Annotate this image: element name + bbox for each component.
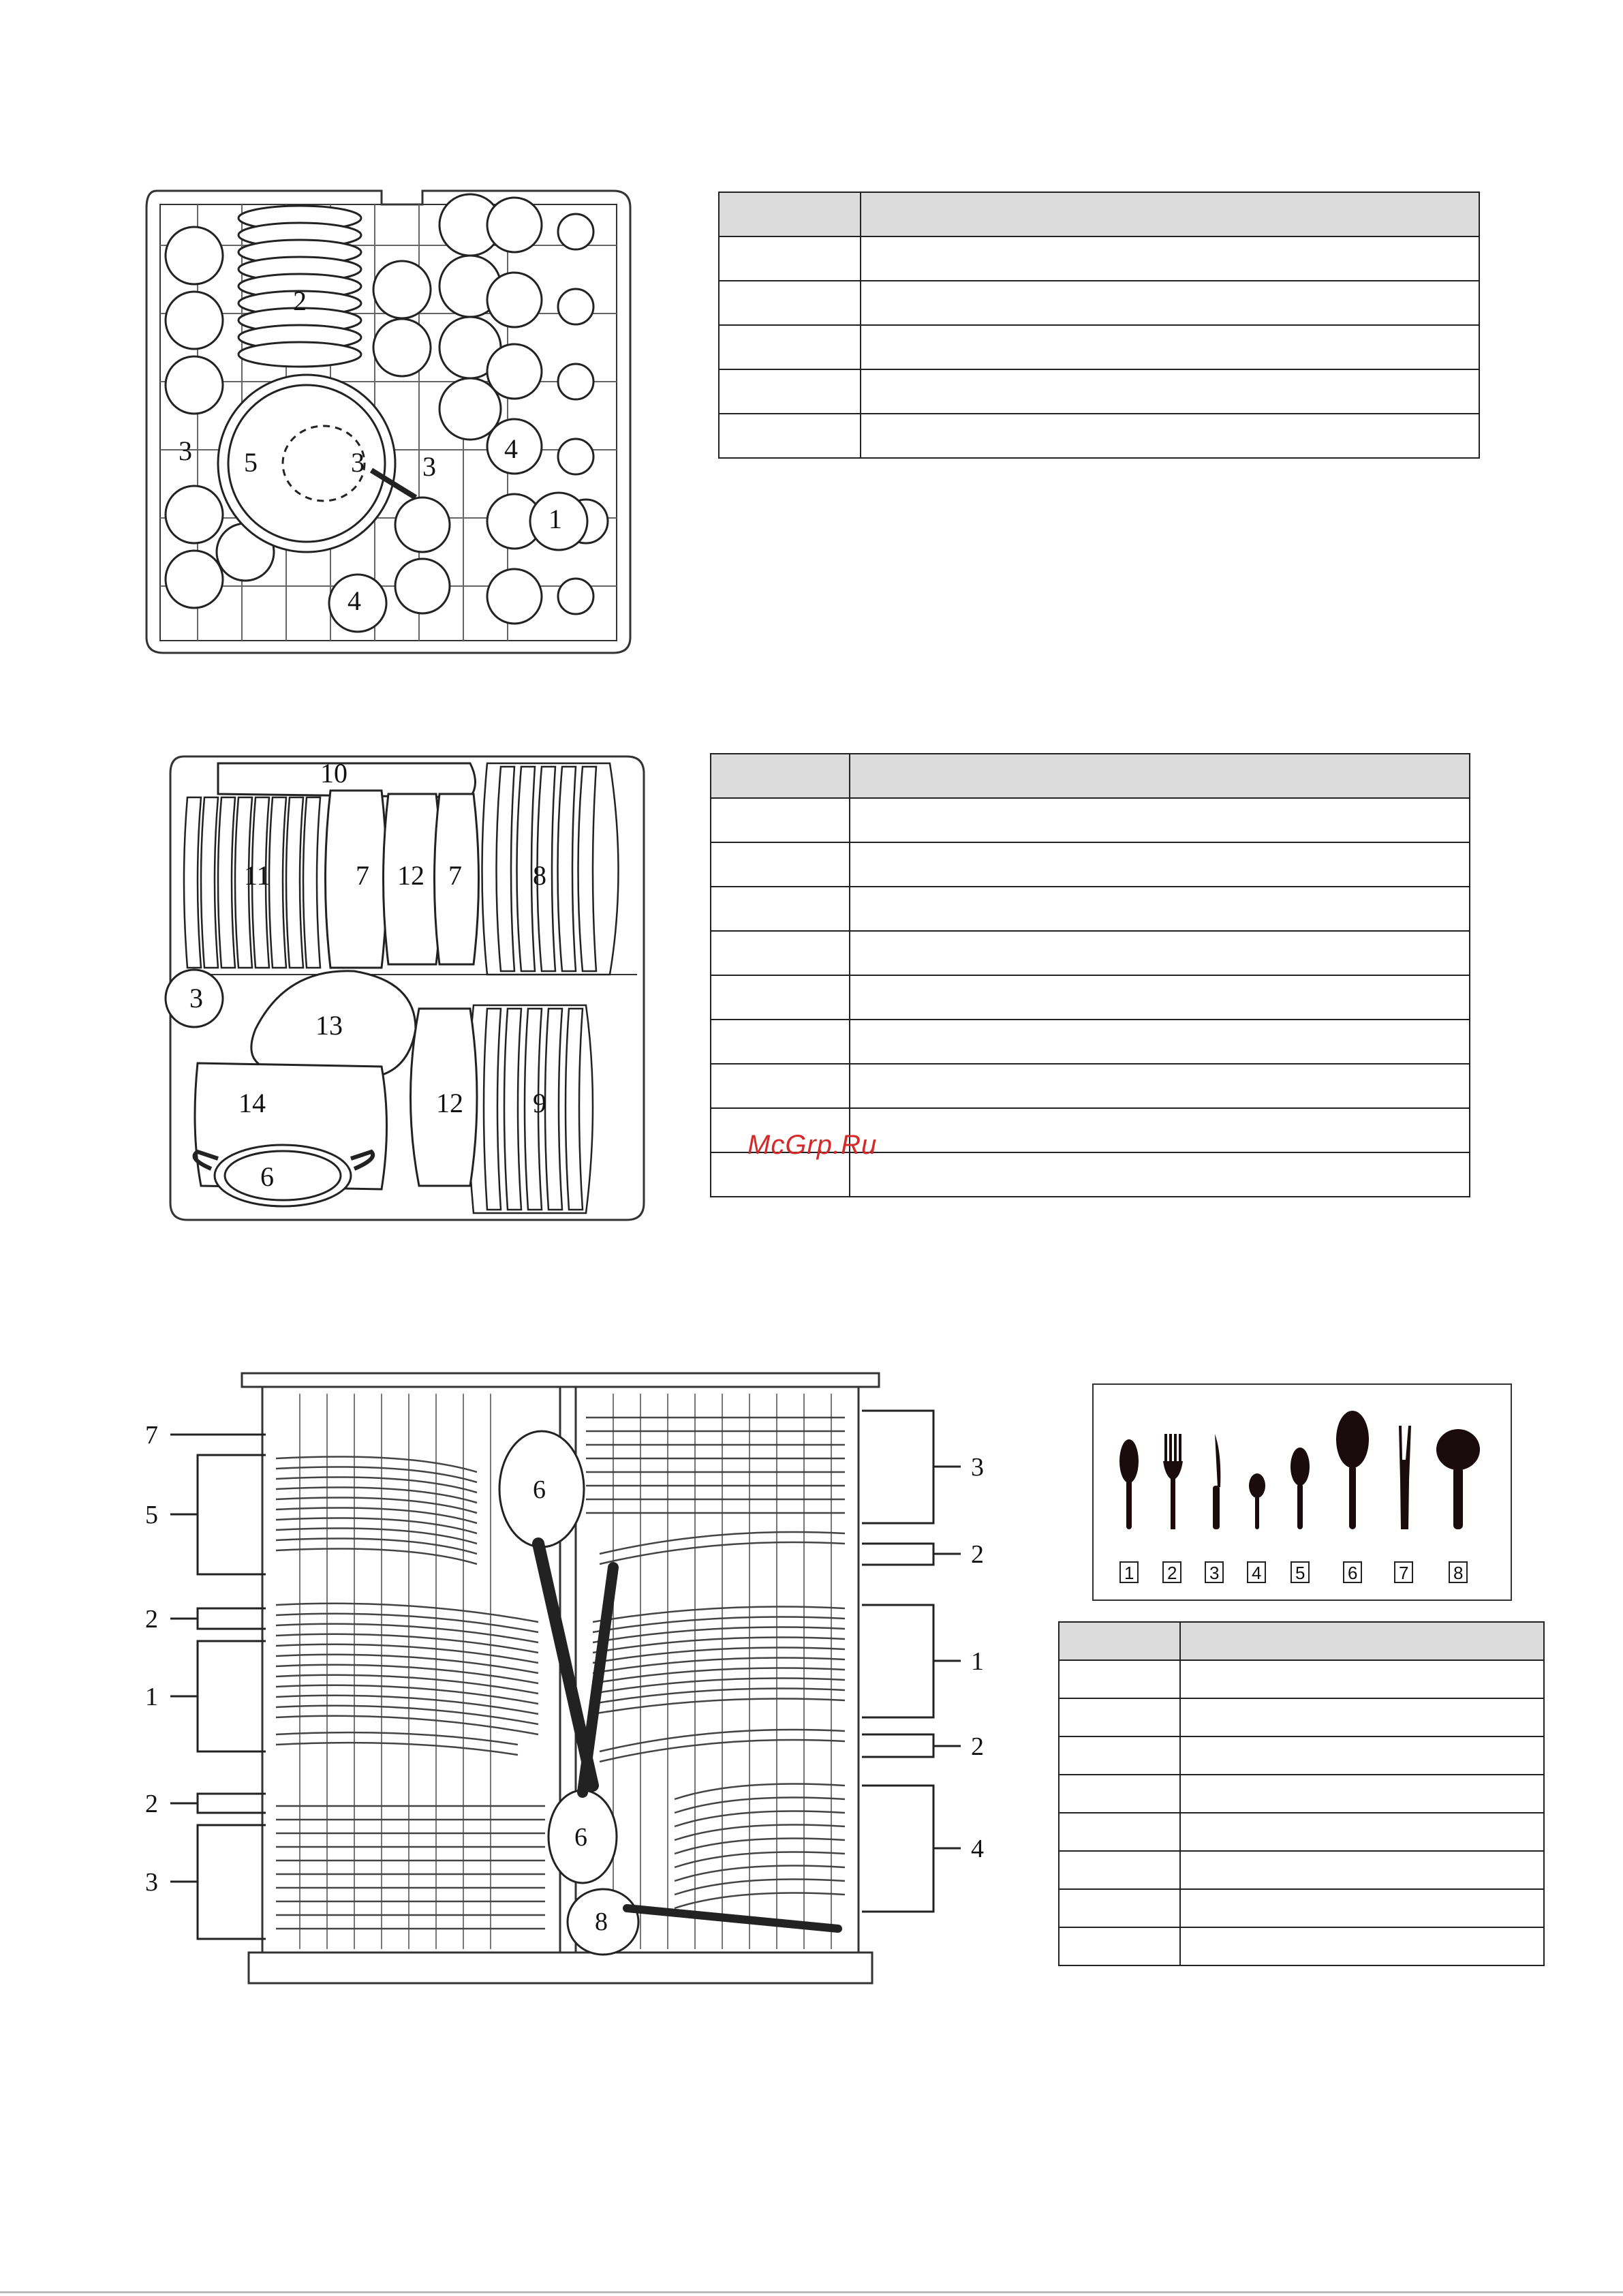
tray-right-label-4: 4	[971, 1835, 984, 1863]
upper-label-3c: 3	[422, 451, 436, 482]
watermark: McGrp.Ru	[747, 1130, 878, 1160]
lower-label-13: 13	[315, 1010, 343, 1041]
legend-number-8: 8	[1453, 1563, 1464, 1583]
tray-right-label-1: 1	[971, 1647, 984, 1676]
page-bottom-rule	[0, 2291, 1623, 2293]
serving-spoon-icon	[1336, 1411, 1369, 1529]
table-row	[1059, 1698, 1544, 1736]
tray-left-label-2b: 2	[145, 1790, 158, 1818]
lower-label-11: 11	[244, 860, 270, 891]
upper-label-4b: 4	[347, 585, 361, 616]
table-row	[1059, 1889, 1544, 1927]
lower-label-3: 3	[189, 983, 203, 1013]
lower-label-7b: 7	[448, 860, 462, 891]
tray-inner-label-6a: 6	[533, 1475, 546, 1504]
legend-number-4: 4	[1252, 1563, 1262, 1583]
cutlery-legend	[1092, 1383, 1512, 1601]
dessert-spoon-icon	[1290, 1448, 1310, 1529]
lower-label-9: 9	[533, 1088, 546, 1118]
knife-icon	[1213, 1434, 1220, 1529]
tray-inner-label-6b: 6	[574, 1823, 587, 1852]
table-row	[1059, 1927, 1544, 1965]
upper-label-2: 2	[293, 286, 307, 316]
lower-label-8: 8	[533, 860, 546, 891]
table-row	[1059, 1736, 1544, 1775]
teaspoon-icon	[1249, 1473, 1265, 1529]
tray-left-label-5: 5	[145, 1501, 158, 1529]
upper-label-3b: 3	[351, 447, 365, 478]
cutlery-tray-brackets-left	[170, 1435, 266, 1939]
legend-number-6: 6	[1348, 1563, 1358, 1583]
tray-right-label-3: 3	[971, 1453, 984, 1482]
tray-left-label-7: 7	[145, 1421, 158, 1450]
table-header-row	[1059, 1622, 1544, 1660]
lower-label-14: 14	[238, 1088, 266, 1118]
upper-label-1: 1	[548, 504, 562, 534]
cutlery-tray-serving-pieces	[499, 1431, 838, 1955]
fork-icon	[1163, 1434, 1183, 1529]
tray-left-label-1: 1	[145, 1683, 158, 1711]
cutlery-tray-brackets-right	[862, 1411, 961, 1912]
lower-label-12a: 12	[397, 860, 424, 891]
table-row	[1059, 1660, 1544, 1698]
cutlery-tray-utensils-left	[276, 1457, 545, 1929]
legend-number-5: 5	[1295, 1563, 1305, 1583]
tray-left-label-3: 3	[145, 1868, 158, 1897]
table-row	[1059, 1851, 1544, 1889]
table-row	[1059, 1775, 1544, 1813]
lower-label-10: 10	[320, 758, 347, 789]
cutlery-tray-utensils-right	[586, 1418, 845, 1908]
legend-number-2: 2	[1167, 1563, 1177, 1583]
tray-right-label-2a: 2	[971, 1540, 984, 1569]
lower-label-12b: 12	[436, 1088, 463, 1118]
tray-inner-label-8: 8	[595, 1908, 608, 1936]
legend-number-7: 7	[1399, 1563, 1409, 1583]
upper-label-5: 5	[244, 447, 258, 478]
ladle-icon	[1436, 1429, 1480, 1529]
tray-left-label-2a: 2	[145, 1605, 158, 1634]
spoon-icon	[1119, 1439, 1139, 1529]
lower-label-6: 6	[260, 1161, 274, 1192]
serving-fork-icon	[1399, 1426, 1411, 1529]
table-row	[1059, 1813, 1544, 1851]
legend-number-1: 1	[1124, 1563, 1134, 1583]
lower-label-7a: 7	[356, 860, 369, 891]
tray-right-label-2b: 2	[971, 1732, 984, 1761]
upper-label-3a: 3	[179, 435, 192, 466]
cutlery-table	[1058, 1621, 1545, 1966]
legend-number-3: 3	[1209, 1563, 1220, 1583]
upper-label-4a: 4	[504, 433, 518, 464]
cutlery-legend-icons	[1094, 1385, 1511, 1599]
